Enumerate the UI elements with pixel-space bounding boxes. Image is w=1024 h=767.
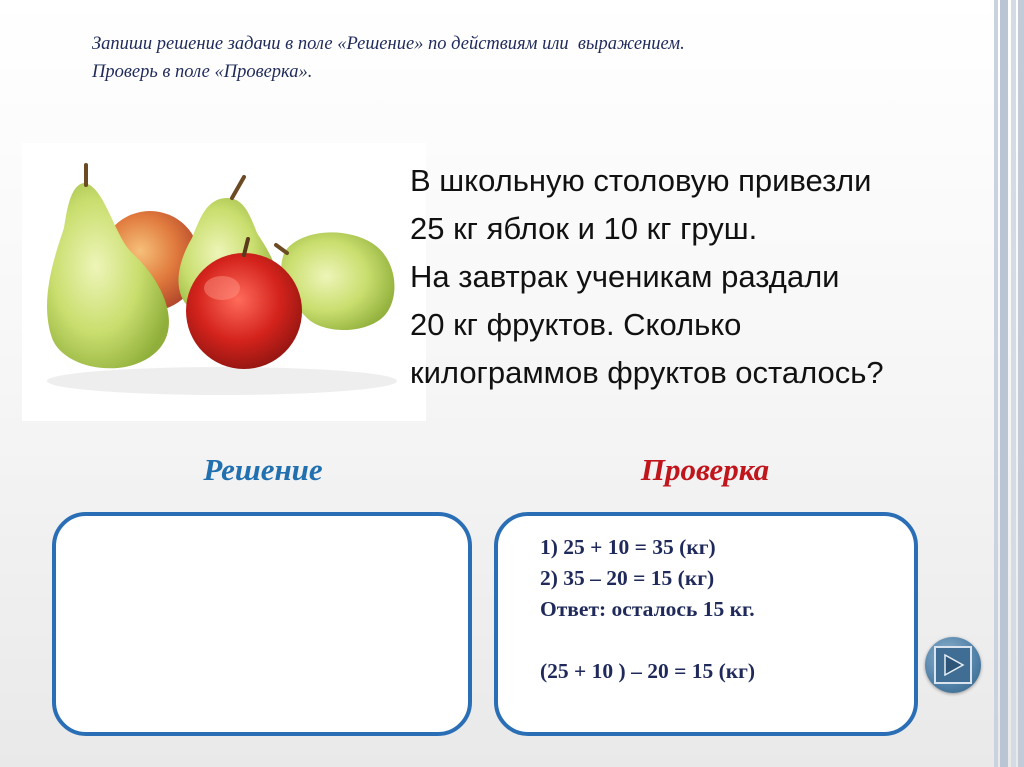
- problem-line-1: В школьную столовую привезли: [410, 163, 872, 198]
- solution-heading: Решение: [203, 452, 323, 487]
- check-field: [494, 512, 918, 736]
- problem-line-5: килограммов фруктов осталось?: [410, 355, 884, 390]
- check-answer: Ответ: осталось 15 кг.: [540, 597, 755, 621]
- instruction-line-2: Проверь в поле «Проверка».: [92, 62, 313, 82]
- instruction-line-1: Запиши решение задачи в поле «Решение» по действиям или выражением.: [92, 34, 685, 54]
- task-instruction: [92, 30, 952, 86]
- check-blank-line: [540, 625, 755, 656]
- play-next-icon: [934, 646, 972, 684]
- solution-field[interactable]: [52, 512, 472, 736]
- problem-line-2: 25 кг яблок и 10 кг груш.: [410, 211, 758, 246]
- problem-line-4: 20 кг фруктов. Сколько: [410, 307, 742, 342]
- problem-line-3: На завтрак ученикам раздали: [410, 259, 840, 294]
- check-step-1: 1) 25 + 10 = 35 (кг): [540, 535, 716, 559]
- next-slide-button[interactable]: [925, 637, 981, 693]
- check-step-2: 2) 35 – 20 = 15 (кг): [540, 566, 715, 590]
- problem-text: [410, 157, 990, 397]
- check-heading: Проверка: [640, 452, 770, 487]
- fruit-photo: [22, 143, 426, 421]
- check-expression: (25 + 10 ) – 20 = 15 (кг): [540, 659, 756, 683]
